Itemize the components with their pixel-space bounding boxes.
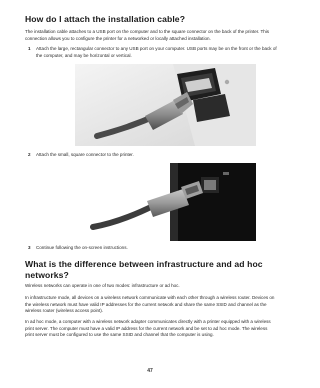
page-number: 47 <box>147 368 153 374</box>
section-heading-installation-cable: How do I attach the installation cable? <box>25 14 186 24</box>
intro-paragraph: The installation cable attaches to a USB port on the computer and to the square connector on the back of the printer. This connection allows you to configure the printer for a networked or locally attached installation. <box>25 29 270 41</box>
step-number: 2 <box>28 152 31 157</box>
step-text: Attach the large, rectangular connector to any USB port on your computer. USB ports may be on the front or the back of the computer, and may be horizontal or vertical. <box>36 46 277 58</box>
step-number: 3 <box>28 245 31 250</box>
step-number: 1 <box>28 46 31 51</box>
step-text: Continue following the on-screen instructions. <box>36 245 128 250</box>
step-text: Attach the small, square connector to the printer. <box>36 152 134 157</box>
infrastructure-mode-paragraph: In infrastructure mode, all devices on a wireless network communicate with each other through a wireless router. Devices on the wireless network must have valid IP addresses for the current network and share the same SSID and channel as the wireless router (wireless access point). <box>25 295 275 314</box>
section-heading-network-types: What is the difference between infrastructure and ad hoc networks? <box>25 259 263 280</box>
ad-hoc-mode-paragraph: In ad hoc mode, a computer with a wireless network adapter communicates directly with a printer equipped with a wireless print server. The computer must have a valid IP address for the current network and be set to ad hoc mode. The wireless print server must be configured to use the same SSID and channel that the computer is using. <box>25 319 271 338</box>
usb-printer-port-illustration <box>75 163 256 241</box>
usb-computer-port-illustration <box>75 64 256 146</box>
network-modes-paragraph: Wireless networks can operate in one of two modes: infrastructure or ad hoc. <box>25 283 180 288</box>
